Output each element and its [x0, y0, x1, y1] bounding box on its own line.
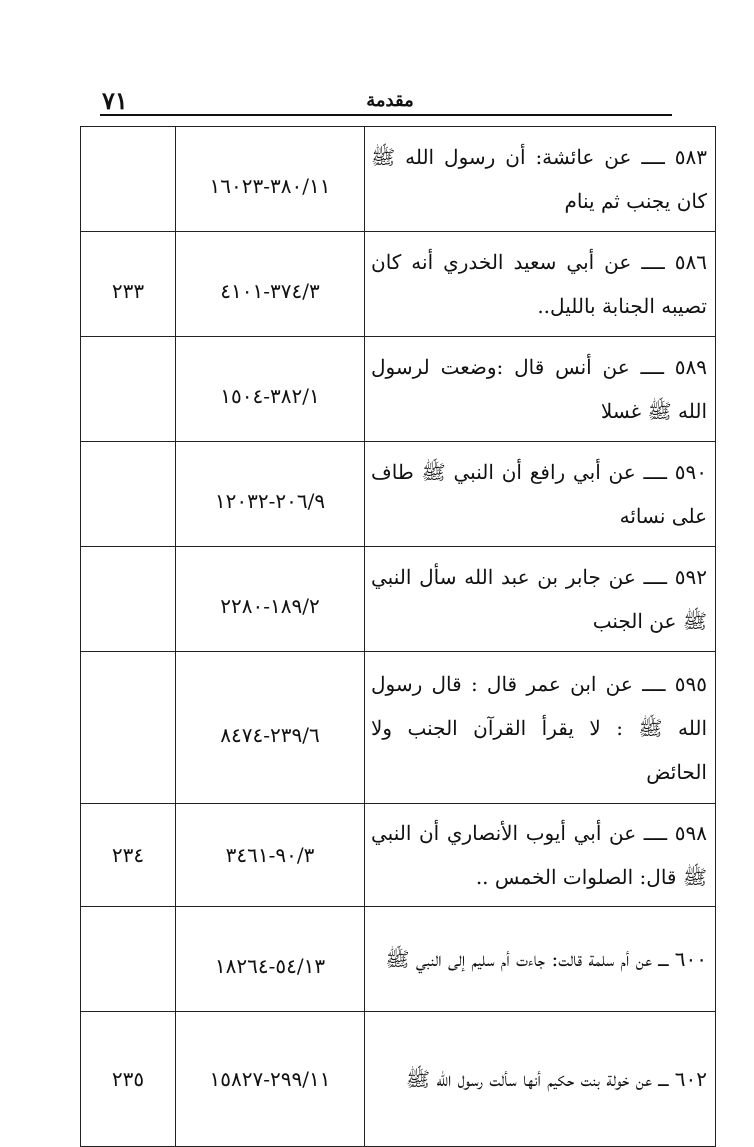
- page-ref-cell: [81, 907, 176, 1012]
- reference-text: ٣٧٤/٣-٤١٠١: [220, 279, 320, 303]
- page-header: [100, 88, 672, 116]
- hadith-text-cell: ٥٨٦ ــــ عن أبي سعيد الخدري أنه كان تصيبه الجنابة بالليل..: [365, 232, 716, 337]
- reference-text: ٢٣٩/٦-٨٤٧٤: [220, 722, 320, 747]
- table-row: [81, 1012, 716, 1147]
- table-row: [81, 652, 716, 804]
- table-row: [81, 804, 716, 907]
- hadith-text-cell: ٥٨٩ ــــ عن أنس قال :وضعت لرسول الله ﷺ غسلا: [365, 337, 716, 442]
- table-row: [81, 127, 716, 232]
- hadith-text-cell: ٦٠٢ ــــ عن خولة بنت حكيم أنها سألت رسول الله ﷺ: [365, 1012, 716, 1147]
- page-ref-cell: [81, 337, 176, 442]
- table-row: [81, 337, 716, 442]
- hadith-text-cell: ٥٨٣ ــــ عن عائشة: أن رسول الله ﷺ كان يجنب ثم ينام: [365, 127, 716, 232]
- reference-cell: [176, 127, 365, 232]
- page-ref-cell: ٢٣٥: [81, 1012, 176, 1147]
- page-ref-cell: [81, 127, 176, 232]
- hadith-table: [80, 126, 716, 1147]
- hadith-text-cell: ٥٩٨ ــــ عن أبي أيوب الأنصاري أن النبي ﷺ قال: الصلوات الخمس ..: [365, 804, 716, 907]
- reference-cell: [176, 1012, 365, 1147]
- hadith-text-cell: ٥٩٠ ــــ عن أبي رافع أن النبي ﷺ طاف على نسائه: [365, 442, 716, 547]
- reference-cell: [176, 907, 365, 1012]
- reference-text: ٢٩٩/١١-١٥٨٢٧: [209, 1067, 331, 1091]
- table-row: [81, 442, 716, 547]
- page-ref-cell: ٢٣٤: [81, 804, 176, 907]
- reference-text: ٥٤/١٣-١٨٢٦٤: [214, 954, 326, 978]
- reference-text: ٢٠٦/٩-١٢٠٣٢: [214, 489, 326, 513]
- reference-cell: [176, 442, 365, 547]
- reference-text: ١٨٩/٢-٢٢٨٠: [220, 594, 320, 618]
- reference-cell: [176, 337, 365, 442]
- hadith-text-cell: ٥٩٢ ــــ عن جابر بن عبد الله سأل النبي ﷺ عن الجنب: [365, 547, 716, 652]
- page-number: ٧١: [102, 86, 128, 115]
- reference-cell: [176, 547, 365, 652]
- reference-text: ٣٨٢/١-١٥٠٤: [220, 384, 320, 408]
- reference-text: ٣٨٠/١١-١٦٠٢٣: [209, 174, 331, 198]
- table-row: [81, 232, 716, 337]
- page-ref-cell: ٢٣٣: [81, 232, 176, 337]
- table-row: [81, 547, 716, 652]
- page-ref-cell: [81, 442, 176, 547]
- reference-cell: [176, 652, 365, 804]
- table-row: [81, 907, 716, 1012]
- page-ref-cell: [81, 652, 176, 804]
- page-title: مقدمة: [366, 90, 414, 111]
- page-ref-cell: [81, 547, 176, 652]
- reference-cell: [176, 232, 365, 337]
- hadith-text-cell: ٦٠٠ ــــ عن أم سلمة قالت: جاءت أم سليم إلى النبي ﷺ: [365, 907, 716, 1012]
- reference-text: ٩٠/٣-٣٤٦١: [225, 843, 315, 867]
- hadith-text-cell: ٥٩٥ ــــ عن ابن عمر قال : قال رسول الله ﷺ : لا يقرأ القرآن الجنب ولا الحائض: [365, 652, 716, 804]
- reference-cell: [176, 804, 365, 907]
